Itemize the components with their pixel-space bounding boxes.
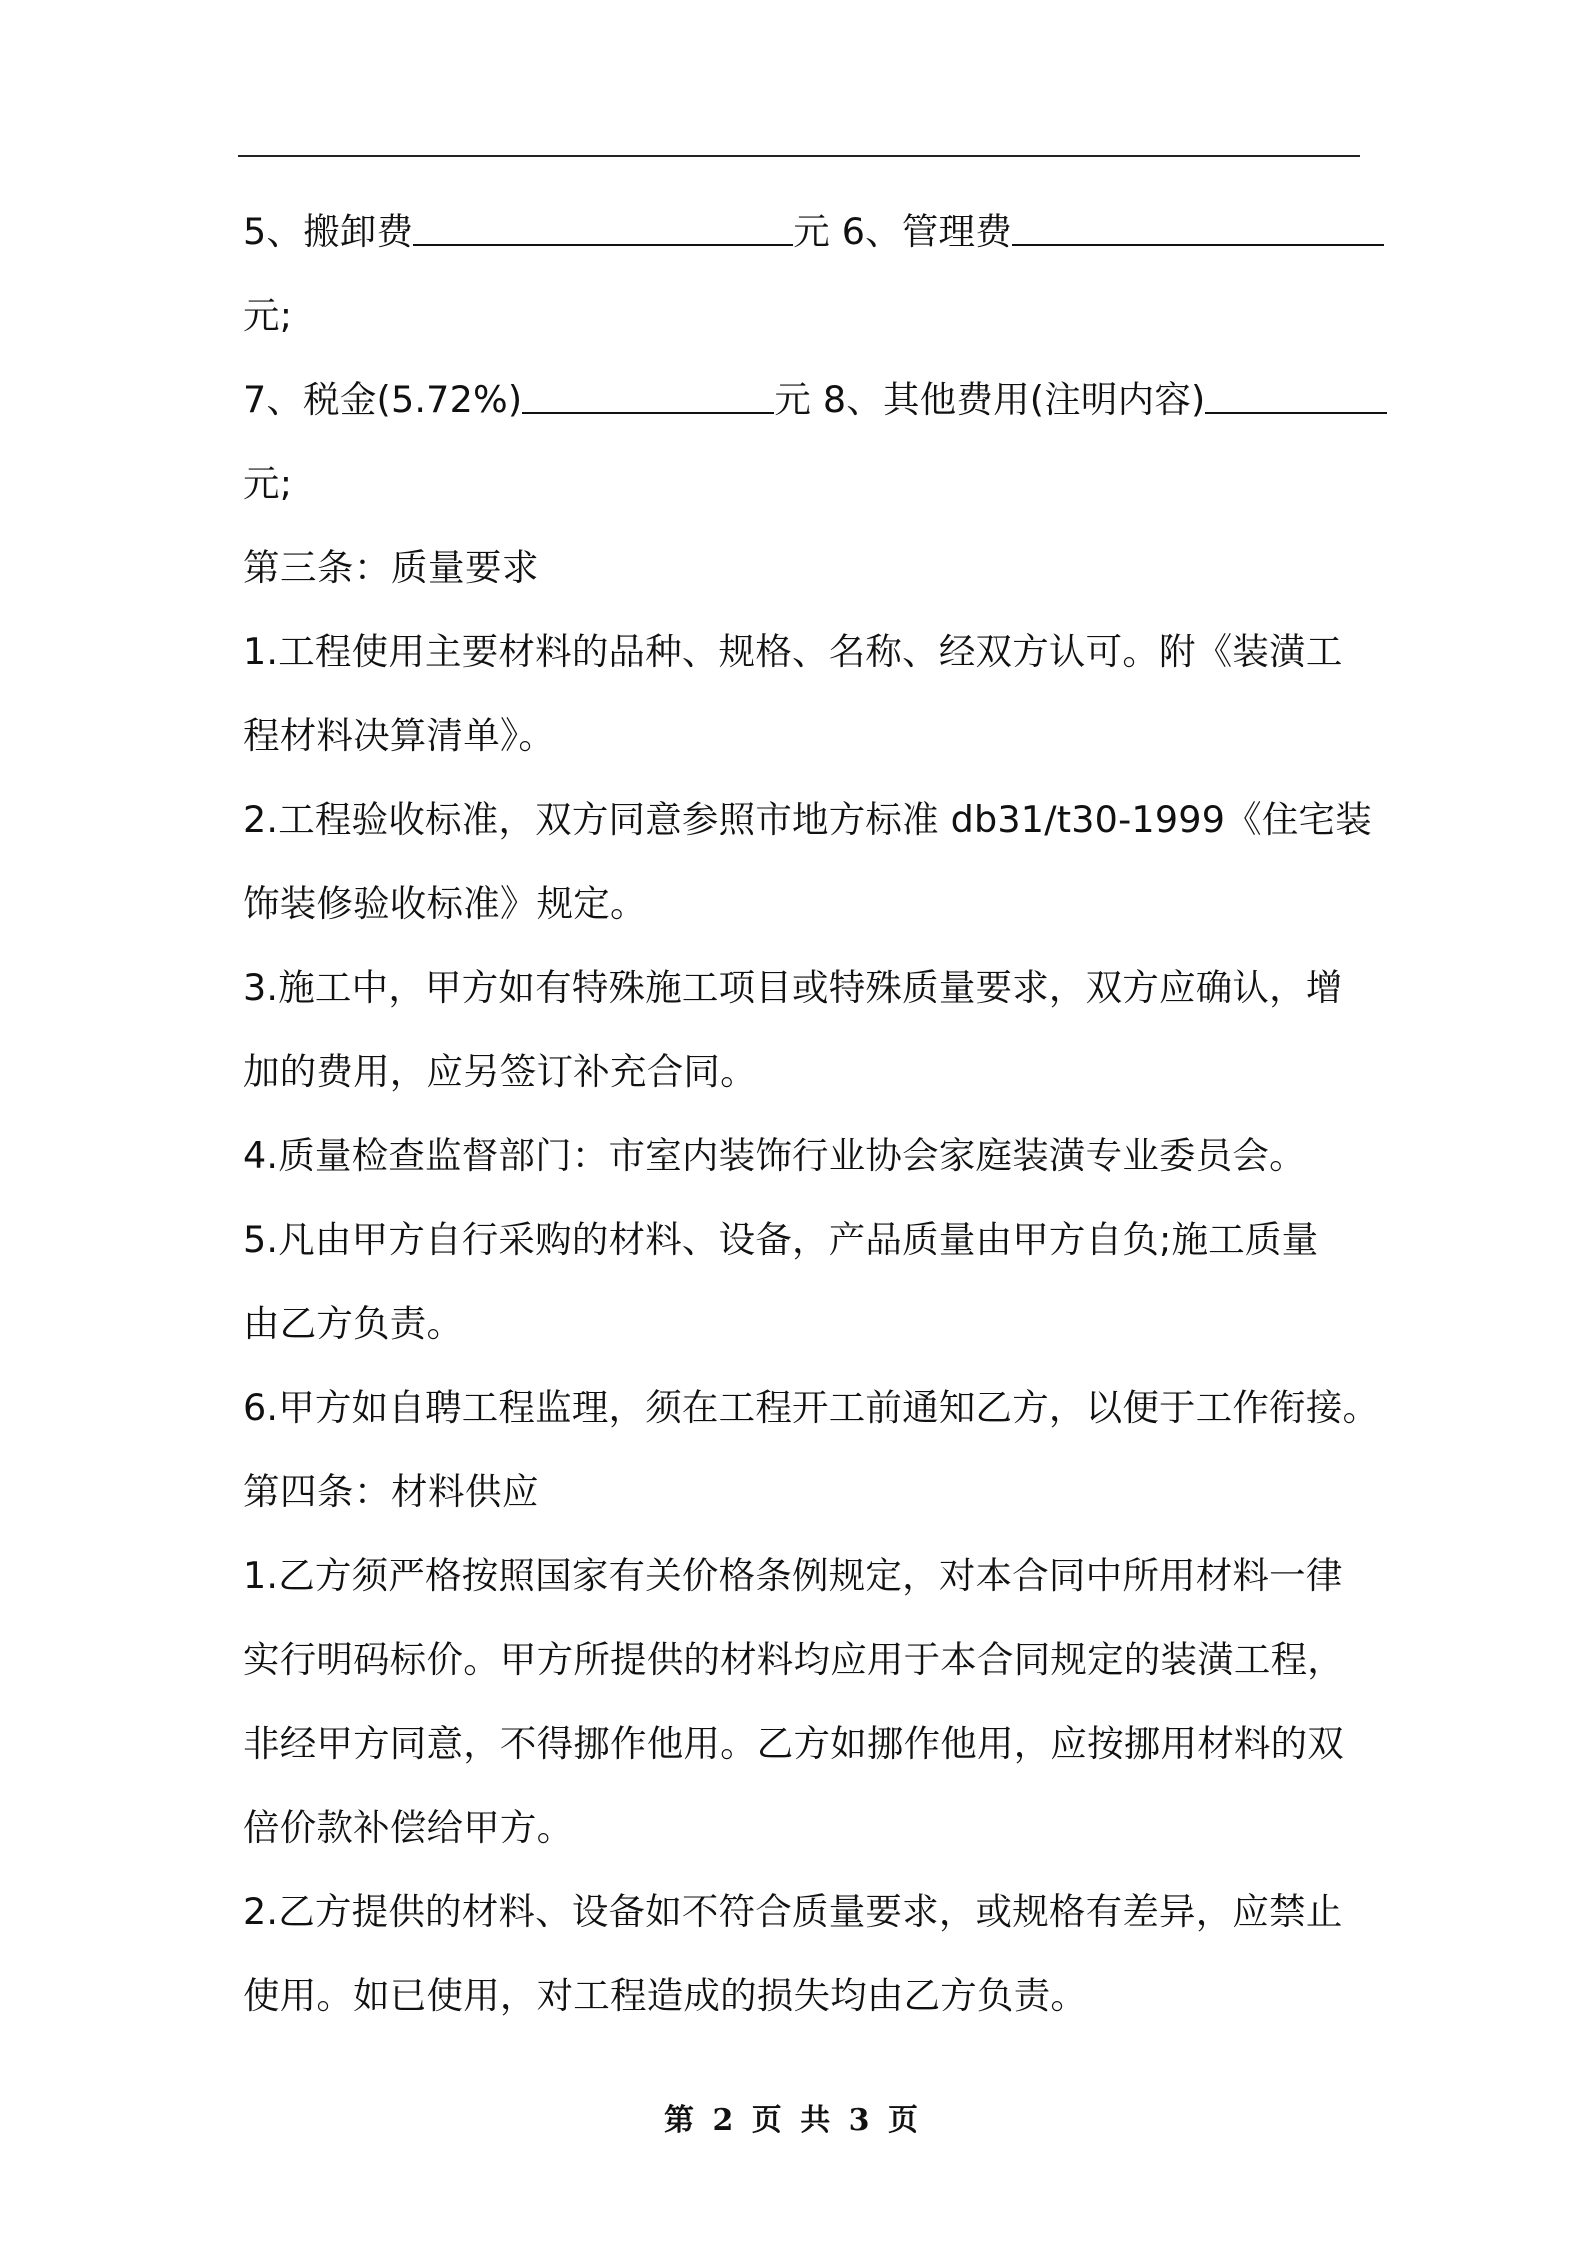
- fee-item-8-blank: [1205, 368, 1387, 414]
- fee-item-7-blank: [522, 368, 774, 414]
- fee-item-6-label: 元 6、管理费: [793, 210, 1012, 253]
- page-indicator: 第 2 页 共 3 页: [664, 2103, 922, 2138]
- section-3-heading: 第三条：质量要求: [243, 546, 539, 589]
- fee-item-8-unit: 元;: [243, 462, 293, 505]
- section-3-paragraph-1-line-1: 1.工程使用主要材料的品种、规格、名称、经双方认可。附《装潢工: [243, 630, 1343, 673]
- section-4-paragraph-2-line-1: 2.乙方提供的材料、设备如不符合质量要求，或规格有差异，应禁止: [243, 1890, 1343, 1933]
- section-3-paragraph-5-line-2: 由乙方负责。: [243, 1302, 464, 1345]
- fee-item-6-unit: 元;: [243, 294, 293, 337]
- section-3-paragraph-2-line-1: 2.工程验收标准，双方同意参照市地方标准 db31/t30-1999《住宅装: [243, 798, 1372, 841]
- section-3-paragraph-3-line-2: 加的费用，应另签订补充合同。: [243, 1050, 757, 1093]
- section-4-heading: 第四条：材料供应: [243, 1470, 539, 1513]
- section-3-paragraph-4-line-1: 4.质量检查监督部门：市室内装饰行业协会家庭装潢专业委员会。: [243, 1134, 1306, 1177]
- section-3-paragraph-3-line-1: 3.施工中，甲方如有特殊施工项目或特殊质量要求，双方应确认，增: [243, 966, 1343, 1009]
- fee-item-6-blank: [1012, 200, 1384, 246]
- fee-item-8-label: 元 8、其他费用(注明内容): [774, 378, 1206, 421]
- fee-line-5-6: [243, 190, 1361, 274]
- section-3-paragraph-1-line-2: 程材料决算清单》。: [243, 714, 556, 757]
- fee-line-7-8: [243, 358, 1361, 442]
- section-4-paragraph-2-line-2: 使用。如已使用，对工程造成的损失均由乙方负责。: [243, 1974, 1088, 2017]
- document-body: [243, 190, 1380, 2038]
- section-3-paragraph-5-line-1: 5.凡由甲方自行采购的材料、设备，产品质量由甲方自负;施工质量: [243, 1218, 1319, 1261]
- section-4-paragraph-1-line-2: 实行明码标价。甲方所提供的材料均应用于本合同规定的装潢工程，: [243, 1638, 1344, 1681]
- section-4-paragraph-1-line-1: 1.乙方须严格按照国家有关价格条例规定，对本合同中所用材料一律: [243, 1554, 1343, 1597]
- section-4-paragraph-1-line-3: 非经甲方同意，不得挪作他用。乙方如挪作他用，应按挪用材料的双: [243, 1722, 1344, 1765]
- header-rule: [238, 155, 1360, 157]
- fee-line-6-unit: [243, 274, 1361, 358]
- section-4-paragraph-1-line-4: 倍价款补偿给甲方。: [243, 1806, 574, 1849]
- fee-item-5-blank: [413, 200, 793, 246]
- fee-item-5-label: 5、搬卸费: [243, 210, 414, 253]
- section-3-paragraph-2-line-2: 饰装修验收标准》规定。: [243, 882, 647, 925]
- fee-item-7-label: 7、税金(5.72%): [243, 378, 523, 421]
- section-3-paragraph-6-line-1: 6.甲方如自聘工程监理，须在工程开工前通知乙方，以便于工作衔接。: [243, 1386, 1380, 1429]
- fee-line-8-unit: [243, 442, 1361, 526]
